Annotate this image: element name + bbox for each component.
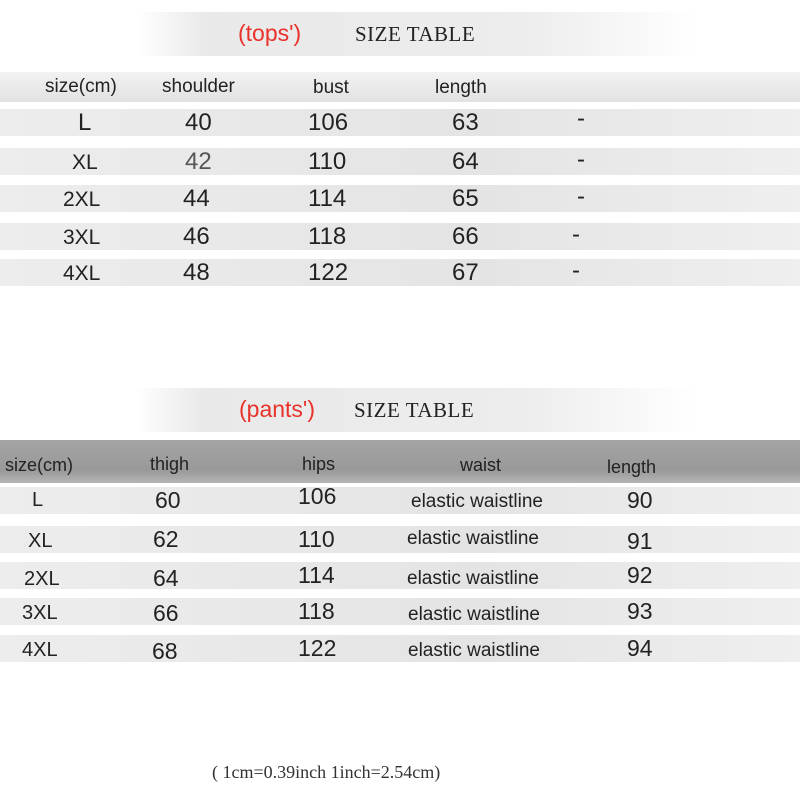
hips-cell: 118	[298, 598, 335, 624]
length-cell: 93	[627, 598, 653, 624]
shoulder-cell: 40	[185, 109, 212, 136]
size-cell: 2XL	[63, 188, 101, 211]
length-cell: 66	[452, 223, 479, 250]
shoulder-cell: 46	[183, 223, 210, 250]
pants-row	[0, 562, 800, 589]
pants-header-length: length	[607, 457, 657, 477]
hips-cell: 114	[298, 562, 335, 588]
length-cell: 91	[627, 528, 653, 554]
length-cell: 94	[627, 635, 653, 661]
thigh-cell: 68	[152, 638, 178, 664]
tops-header-bust: bust	[313, 77, 349, 98]
tops-header-shoulder: shoulder	[162, 76, 235, 97]
tops-tag: (tops')	[238, 20, 302, 46]
pants-header-waist: waist	[460, 455, 502, 475]
shoulder-cell: 42	[185, 148, 212, 175]
pants-row	[0, 635, 800, 662]
pants-header-hips: hips	[302, 454, 336, 474]
hips-cell: 122	[298, 635, 337, 661]
tops-header-size: size(cm)	[45, 76, 117, 97]
pants-header-row	[0, 440, 800, 483]
waist-cell: elastic waistline	[408, 640, 540, 661]
tops-row	[0, 259, 800, 286]
bust-cell: 122	[308, 259, 349, 286]
tops-title-banner	[138, 12, 698, 56]
bust-cell: 118	[308, 223, 347, 250]
size-cell: 2XL	[24, 568, 60, 590]
pants-title: SIZE TABLE	[354, 398, 475, 422]
shoulder-cell: 48	[183, 259, 210, 286]
extra-cell: -	[572, 257, 580, 284]
hips-cell: 106	[298, 483, 337, 509]
extra-cell: -	[572, 221, 580, 248]
extra-cell: -	[577, 146, 585, 173]
tops-row	[0, 148, 800, 175]
thigh-cell: 60	[155, 487, 181, 513]
length-cell: 64	[452, 148, 479, 175]
shoulder-cell: 44	[183, 185, 210, 212]
bust-cell: 114	[308, 185, 347, 212]
size-cell: L	[78, 109, 92, 136]
tops-header-length: length	[435, 77, 487, 98]
bust-cell: 110	[308, 148, 347, 175]
tops-row	[0, 223, 800, 250]
size-cell: 3XL	[22, 602, 58, 624]
pants-row	[0, 598, 800, 625]
tops-title: SIZE TABLE	[355, 22, 476, 46]
waist-cell: elastic waistline	[408, 604, 540, 625]
waist-cell: elastic waistline	[407, 568, 539, 589]
length-cell: 92	[627, 562, 653, 588]
length-cell: 63	[452, 109, 479, 136]
pants-row	[0, 526, 800, 553]
extra-cell: -	[577, 183, 585, 210]
thigh-cell: 66	[153, 600, 179, 626]
pants-header-size: size(cm)	[5, 455, 73, 475]
length-cell: 90	[627, 487, 653, 513]
pants-header-thigh: thigh	[150, 454, 190, 474]
hips-cell: 110	[298, 526, 335, 552]
tops-row	[0, 105, 800, 136]
pants-title-banner	[136, 388, 696, 432]
tops-row	[0, 185, 800, 212]
size-cell: L	[32, 489, 44, 511]
size-cell: 3XL	[63, 226, 101, 249]
pants-tag: (pants')	[239, 396, 315, 422]
thigh-cell: 62	[153, 526, 179, 552]
unit-conversion-note: ( 1cm=0.39inch 1inch=2.54cm)	[212, 762, 441, 782]
size-cell: 4XL	[22, 639, 58, 661]
waist-cell: elastic waistline	[407, 528, 539, 549]
size-cell: XL	[72, 151, 98, 174]
pants-row	[0, 483, 800, 514]
bust-cell: 106	[308, 109, 349, 136]
waist-cell: elastic waistline	[411, 491, 543, 512]
thigh-cell: 64	[153, 565, 179, 591]
size-cell: XL	[28, 530, 53, 552]
size-cell: 4XL	[63, 262, 101, 285]
tops-header-row	[0, 72, 800, 102]
extra-cell: -	[577, 105, 585, 132]
length-cell: 67	[452, 259, 479, 286]
length-cell: 65	[452, 185, 479, 212]
